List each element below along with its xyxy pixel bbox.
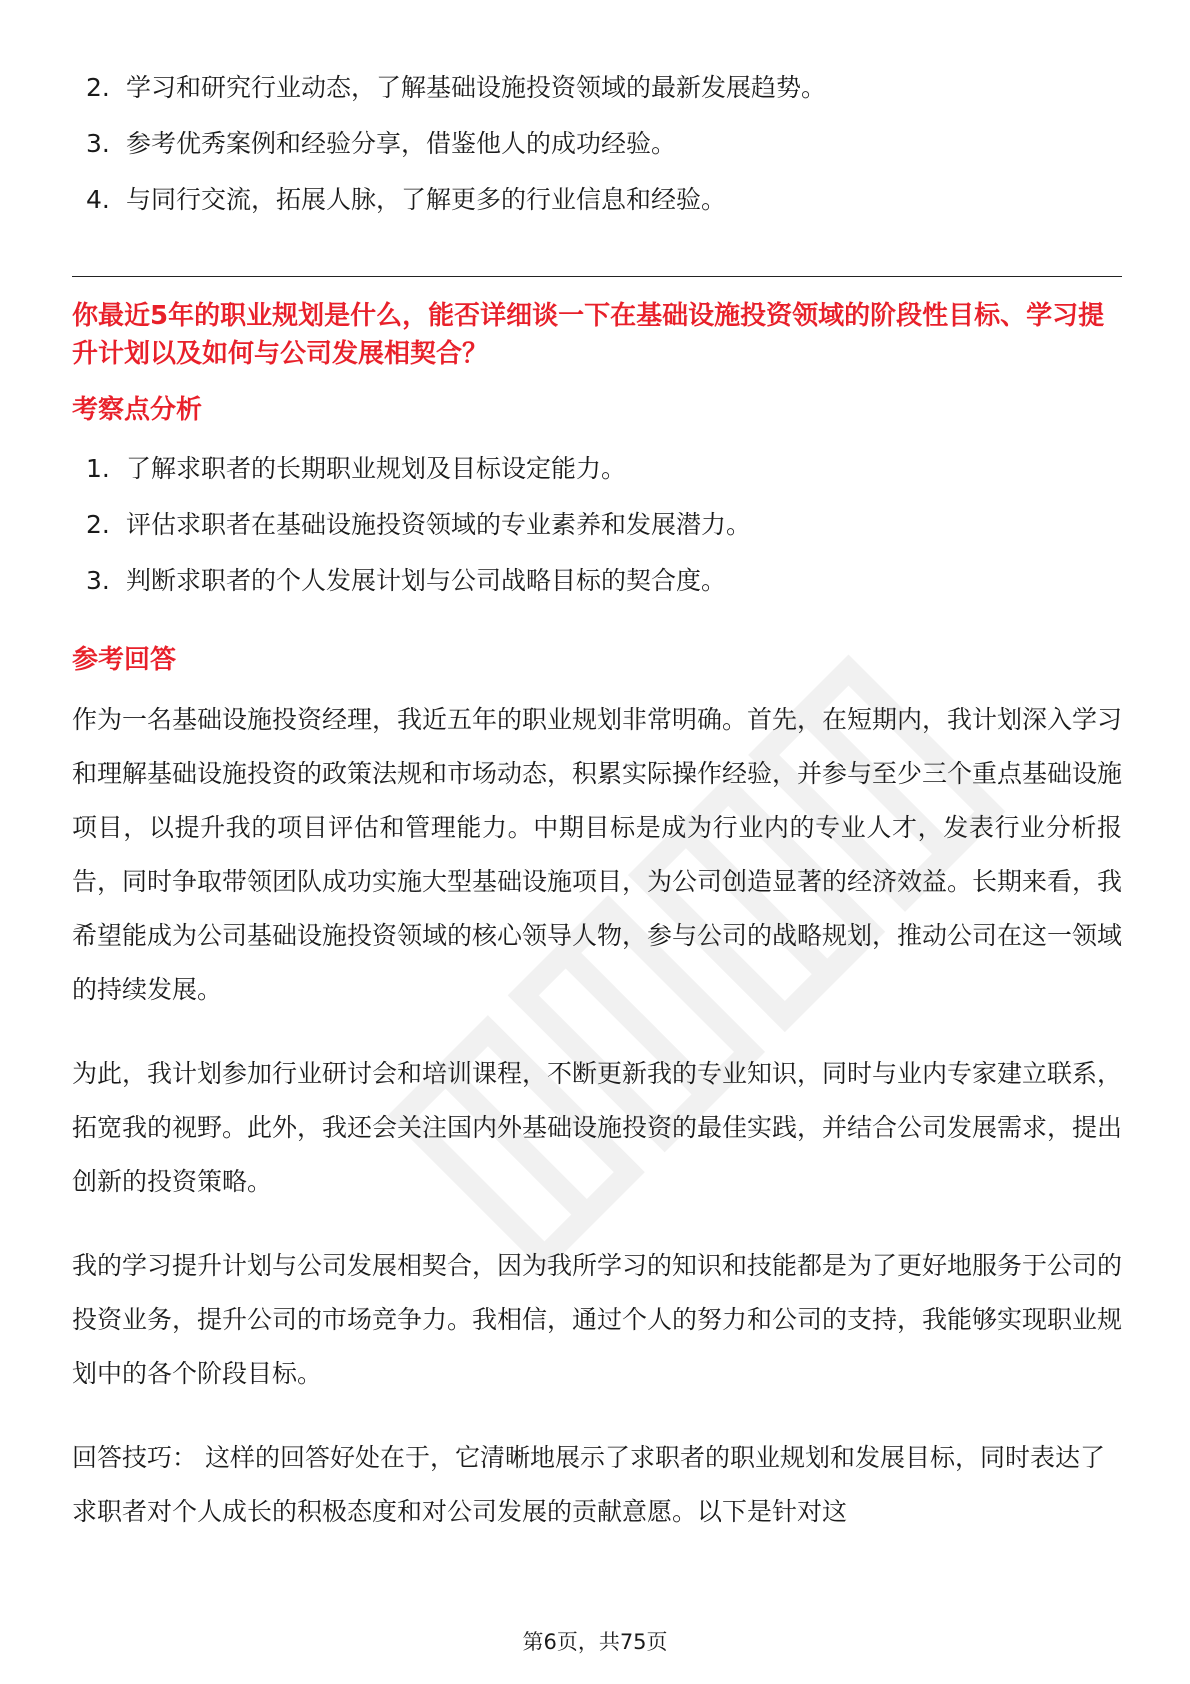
page-number: 第6页，共75页 [522, 1630, 668, 1654]
list-item-text: 与同行交流，拓展人脉，了解更多的行业信息和经验。 [126, 185, 727, 214]
list-item-number: 4. [86, 185, 110, 214]
answer-title: 参考回答 [72, 645, 177, 675]
list-item-text: 评估求职者在基础设施投资领域的专业素养和发展潜力。 [126, 510, 752, 539]
list-item-number: 3. [86, 129, 110, 158]
answer-paragraph: 作为一名基础设施投资经理，我近五年的职业规划非常明确。首先，在短期内，我计划深入学习和理解基础设施投资的政策法规和市场动态，积累实际操作经验，并参与至少三个重点基础设施项目，以提升我的项目评估和管理能力。中期目标是成为行业内的专业人才，发表行业分析报告，同时争取带领团队成功实施大型基础设施项目，为公司创造显著的经济效益。长期来看，我希望能成为公司基础设施投资领域的核心领导人物，参与公司的战略规划，推动公司在这一领域的持续发展。 [72, 705, 1123, 1004]
section-divider [72, 276, 1122, 277]
list-item-number: 2. [86, 510, 110, 539]
list-item-text: 学习和研究行业动态，了解基础设施投资领域的最新发展趋势。 [126, 73, 827, 102]
list-item [72, 172, 1122, 228]
answer-tips: 回答技巧： 这样的回答好处在于，它清晰地展示了求职者的职业规划和发展目标，同时表达了求职者对个人成长的积极态度和对公司发展的贡献意愿。以下是针对这 [72, 1443, 1105, 1526]
analysis-title: 考察点分析 [72, 395, 203, 425]
list-item [72, 116, 1122, 172]
list-item [72, 60, 1122, 116]
list-item-text: 参考优秀案例和经验分享，借鉴他人的成功经验。 [126, 129, 677, 158]
analysis-list [72, 441, 1122, 609]
list-item [72, 553, 1122, 609]
question-heading: 你最近5年的职业规划是什么，能否详细谈一下在基础设施投资领域的阶段性目标、学习提升计划以及如何与公司发展相契合？ [72, 301, 1105, 369]
list-item-number: 2. [86, 73, 110, 102]
answer-paragraph: 我的学习提升计划与公司发展相契合，因为我所学习的知识和技能都是为了更好地服务于公司的投资业务，提升公司的市场竞争力。我相信，通过个人的努力和公司的支持，我能够实现职业规划中的各个阶段目标。 [72, 1251, 1123, 1388]
top-list [72, 60, 1122, 228]
list-item-text: 了解求职者的长期职业规划及目标设定能力。 [126, 454, 627, 483]
list-item-number: 3. [86, 566, 110, 595]
list-item-number: 1. [86, 454, 110, 483]
list-item-text: 判断求职者的个人发展计划与公司战略目标的契合度。 [126, 566, 727, 595]
page-content [72, 60, 1122, 1539]
answer-paragraph: 为此，我计划参加行业研讨会和培训课程，不断更新我的专业知识，同时与业内专家建立联系，拓宽我的视野。此外，我还会关注国内外基础设施投资的最佳实践，并结合公司发展需求，提出创新的投资策略。 [72, 1059, 1123, 1196]
list-item [72, 441, 1122, 497]
list-item [72, 497, 1122, 553]
